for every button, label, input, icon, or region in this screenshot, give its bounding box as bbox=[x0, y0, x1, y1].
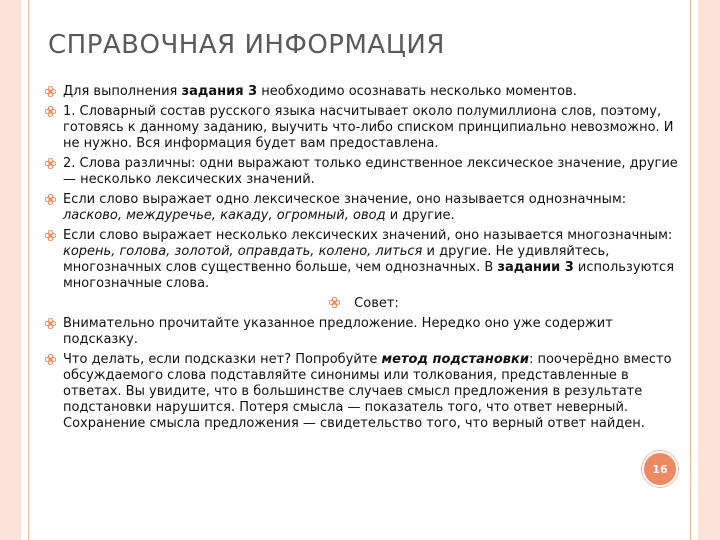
bold-text: задания 3 bbox=[181, 84, 258, 99]
bullet-text: Что делать, если подсказки нет? Попробуйте bbox=[63, 352, 382, 367]
bullet-text: и другие. bbox=[385, 208, 455, 223]
frame-right-line bbox=[690, 0, 691, 540]
bullet-item bbox=[44, 156, 684, 188]
bullet-text: и другие. Не удивляйтесь, многозначных слов существенно больше, чем однозначных. В bbox=[63, 244, 610, 275]
bullet-item bbox=[44, 352, 684, 432]
bullet-text: Если слово выражает одно лексическое значение, оно называется однозначным: bbox=[63, 192, 627, 207]
bullet-text: 2. Слова различны: одни выражают только единственное лексическое значение, другие — несколько лексических значений. bbox=[63, 156, 678, 187]
flower-bullet-shape bbox=[45, 158, 56, 169]
flower-bullet-icon bbox=[45, 354, 56, 365]
frame-left-band bbox=[0, 0, 21, 540]
flower-bullet-icon bbox=[45, 86, 56, 97]
bullet-item bbox=[44, 228, 684, 292]
flower-bullet-icon bbox=[45, 318, 56, 329]
flower-bullet-shape bbox=[45, 354, 56, 365]
flower-bullet-icon bbox=[45, 230, 56, 241]
bullet-item bbox=[44, 104, 684, 152]
bullet-text: : поочерёдно вместо обсуждаемого слова подставляйте синонимы или толкования, представленные в ответах. Вы увидите, что в большинстве случаев смысл предложения в результате подстановки нарушится. Потеря смысла — показатель того, что ответ неверный. Сохранение смысла предложения — свидетельство того, что верный ответ найден. bbox=[63, 352, 672, 431]
flower-bullet-shape bbox=[329, 297, 340, 308]
bullet-text: Внимательно прочитайте указанное предложение. Нередко оно уже содержит подсказку. bbox=[63, 316, 613, 347]
bullet-text: используются многозначные слова. bbox=[63, 260, 675, 291]
bullet-text: необходимо осознавать несколько моментов. bbox=[257, 84, 577, 99]
flower-bullet-icon bbox=[45, 194, 56, 205]
frame-right-band bbox=[698, 0, 720, 540]
method-term-text: метод подстановки bbox=[381, 352, 529, 367]
flower-bullet-shape bbox=[45, 230, 56, 241]
method-term bbox=[382, 352, 529, 367]
flower-bullet-icon bbox=[45, 158, 56, 169]
flower-bullet-icon bbox=[45, 106, 56, 117]
advice-heading bbox=[44, 296, 684, 312]
flower-bullet-shape bbox=[45, 318, 56, 329]
slide-content bbox=[44, 84, 684, 436]
italic-examples: ласково, междуречье, какаду, огромный, овод bbox=[63, 208, 386, 223]
italic-examples: корень, голова, золотой, оправдать, колено, литься bbox=[63, 244, 423, 259]
page-number-badge: 16 bbox=[642, 451, 678, 487]
flower-bullet-shape bbox=[45, 194, 56, 205]
bullet-text: Для выполнения bbox=[63, 84, 182, 99]
bold-text: задании 3 bbox=[497, 260, 574, 275]
frame-left-line bbox=[28, 0, 29, 540]
slide-title: СПРАВОЧНАЯ ИНФОРМАЦИЯ bbox=[48, 30, 445, 60]
bullet-text: Совет: bbox=[354, 296, 399, 311]
flower-bullet-icon bbox=[329, 297, 340, 308]
bullet-text: 1. Словарный состав русского языка насчитывает около полумиллиона слов, поэтому, готовясь к данному заданию, выучить что-либо списком принципиально невозможно. И не нужно. Вся информация будет вам предоставлена. bbox=[63, 104, 674, 151]
bullet-item bbox=[44, 192, 684, 224]
flower-bullet-shape bbox=[45, 86, 56, 97]
bullet-item bbox=[44, 84, 684, 100]
bullet-item bbox=[44, 316, 684, 348]
bullet-text: Если слово выражает несколько лексических значений, оно называется многозначным: bbox=[63, 228, 673, 243]
flower-bullet-shape bbox=[45, 106, 56, 117]
